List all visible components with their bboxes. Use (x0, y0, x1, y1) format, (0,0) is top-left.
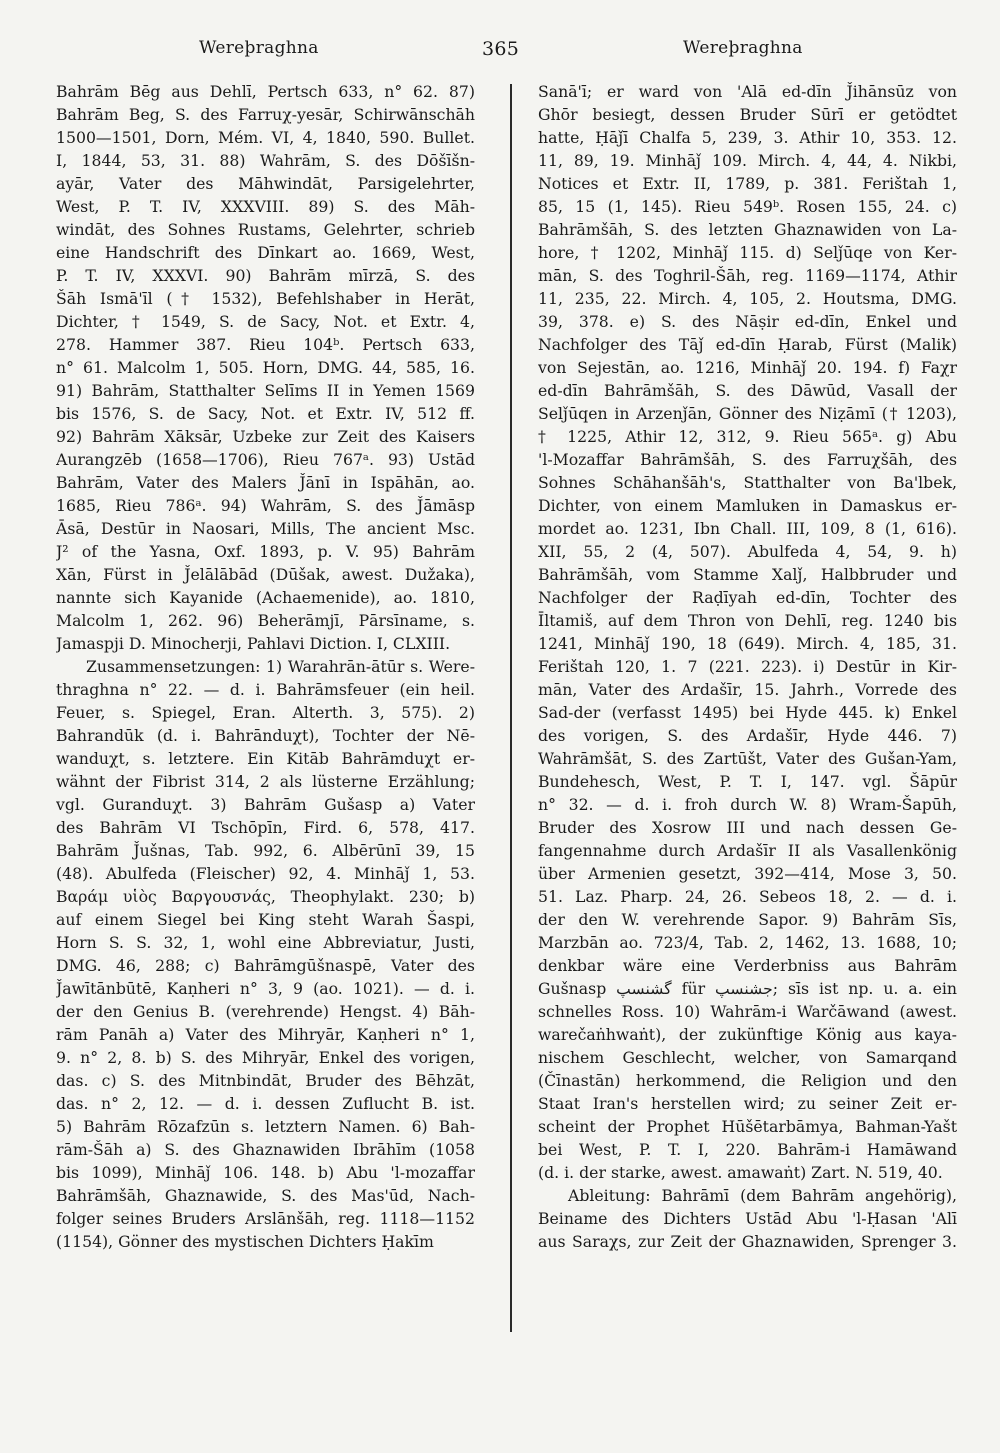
text-line: Aurangzēb (1658—1706), Rieu 767ᵃ. 93) Ustād (56, 450, 475, 469)
text-line: Malcolm 1, 262. 96) Beherāmjī, Pārsīname, s. (56, 611, 475, 630)
text-line: Īltamiš, auf dem Thron von Dehlī, reg. 1240 bis (538, 611, 957, 630)
text-line: rām-Šāh a) S. des Ghaznawiden Ibrāhīm (1058 (56, 1140, 475, 1159)
text-line: 11, 235, 22. Mirch. 4, 105, 2. Houtsma, DMG. (538, 289, 957, 308)
text-line: J² of the Yasna, Oxf. 1893, p. V. 95) Bahrām (56, 542, 475, 561)
text-line: des Bahrām VI Tschōpīn, Fird. 6, 578, 417. (56, 818, 475, 837)
text-line: Notices et Extr. II, 1789, p. 381. Ferištah 1, (538, 174, 957, 193)
column-divider (510, 84, 512, 1332)
text-line: 91) Bahrām, Statthalter Selīms II in Yemen 1569 (56, 381, 475, 400)
text-line: Sohnes Schāhanšāh's, Statthalter von Ba'lbek, (538, 473, 957, 492)
text-line: Xān, Fürst in J̌elālābād (Dūšak, awest. Dužaka), (56, 565, 475, 584)
text-line: n° 32. — d. i. froh durch W. 8) Wram-Šapūh, (538, 795, 957, 814)
text-line: West, P. T. IV, XXXVIII. 89) S. des Māh- (56, 197, 475, 216)
text-line: 1500—1501, Dorn, Mém. VI, 4, 1840, 590. Bullet. (56, 128, 475, 147)
text-line: Bahrandūk (d. i. Bahrānduχt), Tochter der Nē- (56, 726, 475, 745)
text-line: das. n° 2, 12. — d. i. dessen Zuflucht B. ist. (56, 1094, 475, 1113)
text-line: wanduχt, s. letztere. Ein Kitāb Bahrāmduχt er- (56, 749, 475, 768)
text-line: fangennahme durch Ardašīr II als Vasallenkönig (538, 841, 957, 860)
text-line: Nachfolger des Tāǰ ed-dīn Ḥarab, Fürst (Malik) (538, 335, 957, 354)
text-line: Bahrām, Vater des Malers J̌ānī in Ispāhān, ao. (56, 473, 475, 492)
text-line: der den W. verehrende Sapor. 9) Bahrām Sīs, (538, 910, 957, 929)
text-line: 51. Laz. Pharp. 24, 26. Sebeos 18, 2. — d. i. (538, 887, 957, 906)
text-line: DMG. 46, 288; c) Bahrāmgūšnaspē, Vater des (56, 956, 475, 975)
text-line: warečaṅhwaṅt), der zukünftige König aus kaya- (538, 1025, 957, 1044)
text-line: Bahrām Bēg aus Dehlī, Pertsch 633, n° 62. 87) (56, 82, 475, 101)
text-line: Zusammensetzungen: 1) Warahrān-ātūr s. Were- (86, 657, 475, 676)
text-line: Marzbān ao. 723/4, Tab. 2, 1462, 13. 1688, 10; (538, 933, 957, 952)
text-line: Feuer, s. Spiegel, Eran. Alterth. 3, 575). 2) (56, 703, 475, 722)
text-line: 278. Hammer 387. Rieu 104ᵇ. Pertsch 633, (56, 335, 475, 354)
text-line: Bahrāmšāh, S. des letzten Ghaznawiden von La- (538, 220, 957, 239)
text-line: 39, 378. e) S. des Nāṣir ed-dīn, Enkel und (538, 312, 957, 331)
left-column (56, 80, 475, 1253)
text-line: Ferištah 120, 1. 7 (221. 223). i) Destūr in Kir- (538, 657, 957, 676)
text-line: hatte, Ḥāǰī Chalfa 5, 239, 3. Athir 10, 353. 12. (538, 128, 957, 147)
text-line: (Čīnastān) herkommend, die Religion und den (538, 1071, 957, 1090)
text-line: 11, 89, 19. Minhāǰ 109. Mirch. 4, 44, 4. Nikbi, (538, 151, 957, 170)
text-line: P. T. IV, XXXVI. 90) Bahrām mīrzā, S. des (56, 266, 475, 285)
running-head-left: Wereþraghna (199, 38, 319, 58)
text-line: schnelles Ross. 10) Wahrām-i Warčāwand (awest. (538, 1002, 957, 1021)
text-line: 1241, Minhāǰ 190, 18 (649). Mirch. 4, 185, 31. (538, 634, 957, 653)
text-line: Dichter, von einem Mamluken in Damaskus er- (538, 496, 957, 515)
text-line: 92) Bahrām Xāksār, Uzbeke zur Zeit des Kaisers (56, 427, 475, 446)
text-line: XII, 55, 2 (4, 507). Abulfeda 4, 54, 9. h) (538, 542, 957, 561)
text-line: bei West, P. T. I, 220. Bahrām-i Hamāwand (538, 1140, 957, 1159)
text-line: J̌awītānbūtē, Kaṇheri n° 3, 9 (ao. 1021). — d. i. (56, 979, 475, 998)
text-line: vgl. Guranduχt. 3) Bahrām Gušasp a) Vater (56, 795, 475, 814)
text-line: des vorigen, S. des Ardašīr, Hyde 446. 7) (538, 726, 957, 745)
text-line: Dichter, † 1549, S. de Sacy, Not. et Extr. 4, (56, 312, 475, 331)
text-line: Horn S. S. 32, 1, wohl eine Abbreviatur, Justi, (56, 933, 475, 952)
text-line: auf einem Siegel bei King steht Warah Šaspi, (56, 910, 475, 929)
text-line: (d. i. der starke, awest. amawaṅt) Zart. N. 519, 40. (538, 1163, 943, 1182)
text-line: Jamaspji D. Minocherji, Pahlavi Diction. I, CLXIII. (56, 634, 451, 653)
text-line: hore, † 1202, Minhāǰ 115. d) Selǰūqe von Ker- (538, 243, 957, 262)
text-line: ed-dīn Bahrāmšāh, S. des Dāwūd, Vasall der (538, 381, 957, 400)
text-line: windāt, des Sohnes Rustams, Gelehrter, schrieb (56, 220, 475, 239)
text-line: Βαράμ υἱὸς Βαργουσνάς, Theophylakt. 230; b) (56, 887, 475, 906)
text-line: Wahrāmšāt, S. des Zartūšt, Vater des Gušan-Yam, (538, 749, 957, 768)
text-line: nischem Geschlecht, welcher, von Samarqand (538, 1048, 957, 1067)
text-line: bis 1099), Minhāǰ 106. 148. b) Abu 'l-mozaffar (56, 1163, 475, 1182)
text-line: Sanā'ī; er ward von 'Alā ed-dīn J̌ihānsūz von (538, 82, 957, 101)
text-line: Gušnasp گشنسپ für جشنسپ; sīs ist np. u. a. ein (538, 979, 957, 998)
text-line: mān, S. des Toghril-Šāh, reg. 1169—1174, Athir (538, 266, 957, 285)
text-line: bis 1576, S. de Sacy, Not. et Extr. IV, 512 ff. (56, 404, 475, 423)
text-line: Āsā, Destūr in Naosari, Mills, The ancient Msc. (56, 519, 475, 538)
text-line: Selǰūqen in Arzenǰān, Gönner des Niẓāmī († 1203), (538, 404, 957, 423)
text-line: denkbar wäre eine Verderbniss aus Bahrām (538, 956, 957, 975)
text-line: folger seines Bruders Arslānšāh, reg. 1118—1152 (56, 1209, 475, 1228)
text-line: (1154), Gönner des mystischen Dichters Ḥakīm (56, 1232, 434, 1251)
text-line: mān, Vater des Ardašīr, 15. Jahrh., Vorrede des (538, 680, 957, 699)
text-line: Beiname des Dichters Ustād Abu 'l-Ḥasan 'Alī (538, 1209, 957, 1228)
text-line: mordet ao. 1231, Ibn Chall. III, 109, 8 (1, 616). (538, 519, 957, 538)
text-line: Bahrām J̌ušnas, Tab. 992, 6. Albērūnī 39, 15 (56, 841, 475, 860)
text-line: n° 61. Malcolm 1, 505. Horn, DMG. 44, 585, 16. (56, 358, 475, 377)
text-line: Bahrāmšāh, Ghaznawide, S. des Mas'ūd, Nach- (56, 1186, 475, 1205)
page-number: 365 (482, 38, 520, 60)
text-line: (48). Abulfeda (Fleischer) 92, 4. Minhāǰ 1, 53. (56, 864, 475, 883)
text-line: 85, 15 (1, 145). Rieu 549ᵇ. Rosen 155, 24. c) (538, 197, 957, 216)
text-line: aus Saraχs, zur Zeit der Ghaznawiden, Sprenger 3. (538, 1232, 957, 1251)
text-line: der den Genius B. (verehrende) Hengst. 4) Bāh- (56, 1002, 475, 1021)
text-line: Nachfolger der Raḍīyah ed-dīn, Tochter des (538, 588, 957, 607)
text-line: nannte sich Kayanide (Achaemenide), ao. 1810, (56, 588, 475, 607)
right-column (538, 80, 957, 1253)
text-line: 5) Bahrām Rōzafzūn s. letztern Namen. 6) Bah- (56, 1117, 475, 1136)
text-line: Ghōr besiegt, dessen Bruder Sūrī er getödtet (538, 105, 957, 124)
text-line: I, 1844, 53, 31. 88) Wahrām, S. des Dōšīšn- (56, 151, 475, 170)
text-line: 1685, Rieu 786ᵃ. 94) Wahrām, S. des J̌āmāsp (56, 496, 475, 515)
text-line: Bruder des Xosrow III und nach dessen Ge- (538, 818, 957, 837)
text-line: wähnt der Fibrist 314, 2 als lüsterne Erzählung; (56, 772, 475, 791)
text-line: † 1225, Athir 12, 312, 9. Rieu 565ᵃ. g) Abu (538, 427, 957, 446)
text-line: eine Handschrift des Dīnkart ao. 1669, West, (56, 243, 475, 262)
text-line: das. c) S. des Mitnbindāt, Bruder des Bēhzāt, (56, 1071, 475, 1090)
text-line: Staat Iran's herstellen wird; zu seiner Zeit er- (538, 1094, 957, 1113)
text-line: über Armenien gesetzt, 392—414, Mose 3, 50. (538, 864, 957, 883)
text-line: Bahrāmšāh, vom Stamme Xalǰ, Halbbruder und (538, 565, 957, 584)
text-line: Bahrām Beg, S. des Farruχ-yesār, Schirwānschāh (56, 105, 475, 124)
text-line: Šāh Ismā'īl († 1532), Befehlshaber in Herāt, (56, 289, 475, 308)
text-line: Ableitung: Bahrāmī (dem Bahrām angehörig), (568, 1186, 957, 1205)
text-line: scheint der Prophet Hūšētarbāmya, Bahman-Yašt (538, 1117, 957, 1136)
text-line: Bundehesch, West, P. T. I, 147. vgl. Šāpūr (538, 772, 957, 791)
text-line: von Sejestān, ao. 1216, Minhāǰ 20. 194. f) Faχr (538, 358, 957, 377)
text-line: 9. n° 2, 8. b) S. des Mihryār, Enkel des vorigen, (56, 1048, 475, 1067)
text-line: 'l-Mozaffar Bahrāmšāh, S. des Farruχšāh, des (538, 450, 957, 469)
text-line: ayār, Vater des Māhwindāt, Parsigelehrter, (56, 174, 475, 193)
text-line: Sad-der (verfasst 1495) bei Hyde 445. k) Enkel (538, 703, 957, 722)
text-line: thraghna n° 22. — d. i. Bahrāmsfeuer (ein heil. (56, 680, 475, 699)
running-head-right: Wereþraghna (683, 38, 803, 58)
text-line: rām Panāh a) Vater des Mihryār, Kaṇheri n° 1, (56, 1025, 475, 1044)
